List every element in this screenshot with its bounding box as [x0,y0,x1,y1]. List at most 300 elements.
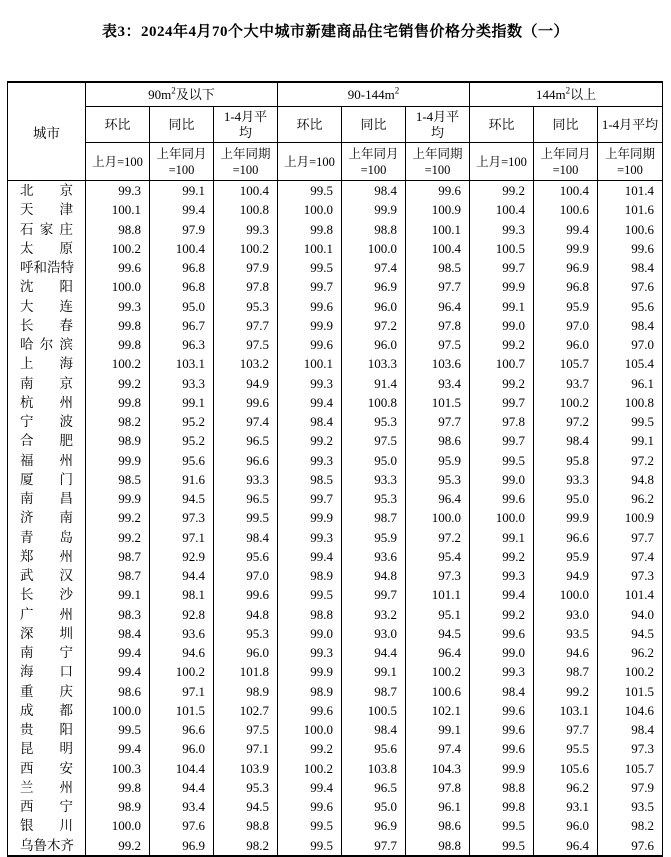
value-cell: 96.2 [598,489,663,508]
value-cell: 96.0 [534,335,598,354]
page-title: 表3：2024年4月70个大中城市新建商品住宅销售价格分类指数（一） [101,24,569,40]
value-cell: 99.6 [214,585,278,604]
value-cell: 96.8 [534,277,598,296]
value-cell: 97.8 [406,316,470,335]
base-header: 上年同月 =100 [150,143,214,181]
value-cell: 95.4 [406,547,470,566]
value-cell: 96.0 [150,739,214,758]
value-cell: 97.4 [214,412,278,431]
value-cell: 99.6 [598,239,663,258]
value-cell: 97.6 [150,816,214,835]
value-cell: 99.9 [86,451,150,470]
value-cell: 96.4 [406,297,470,316]
value-cell: 101.4 [598,585,663,604]
value-cell: 97.7 [342,836,406,856]
value-cell: 99.1 [342,662,406,681]
value-cell: 96.3 [150,335,214,354]
value-cell: 99.2 [86,528,150,547]
value-cell: 96.9 [534,258,598,277]
value-cell: 102.7 [214,701,278,720]
table-row [8,720,663,739]
table-row [8,354,663,373]
col-header-mom: 环比 [470,107,534,143]
value-cell: 97.7 [406,412,470,431]
value-cell: 95.6 [150,451,214,470]
value-cell: 96.2 [598,643,663,662]
value-cell: 99.5 [278,585,342,604]
value-cell: 97.2 [534,412,598,431]
table-row [8,739,663,758]
col-header-yoy: 同比 [534,107,598,143]
col-header-yoy: 同比 [342,107,406,143]
value-cell: 96.6 [214,451,278,470]
value-cell: 99.6 [278,797,342,816]
value-cell: 99.1 [86,585,150,604]
value-cell: 100.0 [470,508,534,527]
value-cell: 94.4 [150,566,214,585]
value-cell: 104.6 [598,701,663,720]
city-name: 石家庄 [8,220,86,239]
base-header: 上年同期 =100 [214,143,278,181]
value-cell: 98.5 [278,470,342,489]
value-cell: 99.0 [470,470,534,489]
value-cell: 97.5 [406,335,470,354]
city-name: 南宁 [8,643,86,662]
table-row [8,393,663,412]
sub-header-row [8,107,663,143]
value-cell: 100.2 [534,393,598,412]
value-cell: 99.0 [470,316,534,335]
value-cell: 98.9 [278,566,342,585]
base-header: 上年同期 =100 [598,143,663,181]
value-cell: 99.7 [342,585,406,604]
value-cell: 100.2 [598,662,663,681]
value-cell: 101.5 [150,701,214,720]
group-label-text: 90m [148,86,172,102]
value-cell: 98.9 [214,682,278,701]
city-name: 上海 [8,354,86,373]
value-cell: 99.2 [278,739,342,758]
table-row [8,451,663,470]
city-name: 郑州 [8,547,86,566]
value-cell: 98.4 [342,720,406,739]
table-row [8,374,663,393]
table-row [8,412,663,431]
value-cell: 103.8 [342,759,406,778]
value-cell: 97.7 [214,316,278,335]
value-cell: 94.8 [214,605,278,624]
city-name: 沈阳 [8,277,86,296]
value-cell: 98.5 [86,470,150,489]
city-name: 昆明 [8,739,86,758]
value-cell: 100.0 [534,585,598,604]
value-cell: 95.9 [342,528,406,547]
value-cell: 99.2 [278,431,342,450]
value-cell: 102.1 [406,701,470,720]
value-cell: 99.5 [278,258,342,277]
value-cell: 99.4 [278,393,342,412]
value-cell: 95.0 [150,297,214,316]
value-cell: 105.7 [534,354,598,373]
city-name: 兰州 [8,778,86,797]
table-row [8,643,663,662]
city-name: 济南 [8,508,86,527]
value-cell: 99.6 [470,489,534,508]
value-cell: 100.5 [470,239,534,258]
city-column-header: 城市 [8,82,86,181]
city-name: 青岛 [8,528,86,547]
value-cell: 100.0 [86,816,150,835]
value-cell: 98.3 [86,605,150,624]
table-row [8,836,663,856]
value-cell: 105.6 [534,759,598,778]
table-row [8,200,663,219]
value-cell: 103.3 [342,354,406,373]
value-cell: 94.5 [406,624,470,643]
value-cell: 99.1 [150,181,214,201]
value-cell: 98.4 [342,181,406,201]
value-cell: 96.9 [342,277,406,296]
value-cell: 99.7 [470,393,534,412]
table-row [8,585,663,604]
base-header-row [8,143,663,181]
value-cell: 104.3 [406,759,470,778]
value-cell: 96.8 [150,258,214,277]
value-cell: 96.5 [214,489,278,508]
value-cell: 91.6 [150,470,214,489]
city-name: 重庆 [8,682,86,701]
value-cell: 99.7 [278,277,342,296]
value-cell: 99.2 [470,181,534,201]
value-cell: 99.5 [598,412,663,431]
value-cell: 97.7 [534,720,598,739]
value-cell: 99.6 [470,739,534,758]
value-cell: 94.5 [598,624,663,643]
value-cell: 100.0 [86,277,150,296]
value-cell: 98.8 [342,220,406,239]
value-cell: 93.3 [534,470,598,489]
value-cell: 98.8 [86,220,150,239]
base-header: 上年同期 =100 [406,143,470,181]
value-cell: 99.9 [278,508,342,527]
value-cell: 95.0 [342,451,406,470]
value-cell: 98.7 [342,508,406,527]
value-cell: 98.8 [214,816,278,835]
value-cell: 99.4 [278,778,342,797]
table-row [8,797,663,816]
table-row [8,624,663,643]
value-cell: 99.5 [470,816,534,835]
value-cell: 99.9 [278,316,342,335]
value-cell: 96.7 [150,316,214,335]
value-cell: 99.5 [278,181,342,201]
value-cell: 100.1 [86,200,150,219]
value-cell: 92.8 [150,605,214,624]
value-cell: 99.5 [278,836,342,856]
value-cell: 94.6 [534,643,598,662]
value-cell: 96.4 [406,643,470,662]
value-cell: 103.2 [214,354,278,373]
value-cell: 95.1 [406,605,470,624]
city-name: 太原 [8,239,86,258]
value-cell: 98.8 [470,778,534,797]
value-cell: 99.0 [278,624,342,643]
superscript: 2 [171,85,176,96]
value-cell: 101.6 [598,200,663,219]
value-cell: 99.6 [278,701,342,720]
table-row [8,181,663,201]
value-cell: 91.4 [342,374,406,393]
value-cell: 99.7 [470,431,534,450]
group-label-text: 144m [535,86,566,102]
base-header: 上月=100 [86,143,150,181]
city-name: 大连 [8,297,86,316]
city-name: 西宁 [8,797,86,816]
value-cell: 100.4 [406,239,470,258]
value-cell: 93.3 [214,470,278,489]
value-cell: 99.9 [534,239,598,258]
value-cell: 99.3 [278,643,342,662]
value-cell: 98.4 [534,431,598,450]
city-name: 贵阳 [8,720,86,739]
table-row [8,816,663,835]
value-cell: 100.4 [150,239,214,258]
value-cell: 101.4 [598,181,663,201]
value-cell: 100.0 [278,720,342,739]
value-cell: 99.4 [534,220,598,239]
table-row [8,470,663,489]
value-cell: 97.1 [214,739,278,758]
table-row [8,297,663,316]
value-cell: 99.7 [278,489,342,508]
value-cell: 95.6 [214,547,278,566]
table-row [8,489,663,508]
value-cell: 99.3 [86,297,150,316]
value-cell: 98.2 [86,412,150,431]
city-name: 合肥 [8,431,86,450]
value-cell: 99.4 [86,739,150,758]
group-label-tail: 以上 [570,86,597,102]
value-cell: 94.9 [534,566,598,585]
value-cell: 99.9 [278,662,342,681]
value-cell: 100.6 [598,220,663,239]
value-cell: 99.3 [470,662,534,681]
value-cell: 100.1 [278,239,342,258]
value-cell: 95.5 [534,739,598,758]
value-cell: 94.6 [150,643,214,662]
value-cell: 96.1 [598,374,663,393]
table-row [8,431,663,450]
value-cell: 100.2 [278,759,342,778]
value-cell: 98.9 [86,797,150,816]
value-cell: 99.7 [470,258,534,277]
value-cell: 96.0 [534,816,598,835]
value-cell: 97.5 [214,720,278,739]
table-row [8,662,663,681]
value-cell: 100.8 [598,393,663,412]
value-cell: 99.2 [534,682,598,701]
value-cell: 95.0 [534,489,598,508]
table-body [8,181,663,856]
city-name: 广州 [8,605,86,624]
value-cell: 93.6 [342,547,406,566]
value-cell: 99.6 [406,181,470,201]
value-cell: 100.9 [406,200,470,219]
value-cell: 96.6 [150,720,214,739]
value-cell: 95.6 [342,739,406,758]
value-cell: 99.6 [214,393,278,412]
value-cell: 100.4 [214,181,278,201]
value-cell: 103.9 [214,759,278,778]
value-cell: 104.4 [150,759,214,778]
price-index-table [7,81,663,857]
value-cell: 94.4 [150,778,214,797]
col-header-mom: 环比 [278,107,342,143]
value-cell: 101.5 [598,682,663,701]
value-cell: 97.8 [470,412,534,431]
col-header-yoy: 同比 [150,107,214,143]
value-cell: 95.6 [598,297,663,316]
value-cell: 99.6 [278,335,342,354]
value-cell: 100.2 [86,239,150,258]
city-name: 乌鲁木齐 [8,836,86,856]
group-label-tail: 及以下 [175,86,215,102]
value-cell: 101.8 [214,662,278,681]
base-header: 上年同月 =100 [342,143,406,181]
base-header: 上年同月 =100 [534,143,598,181]
value-cell: 98.8 [406,836,470,856]
col-header-mom: 环比 [86,107,150,143]
value-cell: 99.6 [470,701,534,720]
value-cell: 100.4 [534,181,598,201]
value-cell: 95.9 [534,297,598,316]
table-row [8,528,663,547]
value-cell: 105.4 [598,354,663,373]
value-cell: 99.9 [86,489,150,508]
value-cell: 97.1 [150,528,214,547]
value-cell: 99.3 [86,181,150,201]
value-cell: 95.3 [342,412,406,431]
value-cell: 96.2 [534,778,598,797]
city-name: 南昌 [8,489,86,508]
value-cell: 99.6 [470,624,534,643]
value-cell: 99.5 [86,720,150,739]
value-cell: 96.0 [214,643,278,662]
value-cell: 98.6 [406,816,470,835]
value-cell: 97.3 [598,566,663,585]
value-cell: 97.3 [150,508,214,527]
value-cell: 93.7 [534,374,598,393]
value-cell: 97.4 [598,547,663,566]
value-cell: 100.1 [278,354,342,373]
city-name: 武汉 [8,566,86,585]
value-cell: 96.9 [342,816,406,835]
table-row [8,258,663,277]
city-name: 福州 [8,451,86,470]
value-cell: 93.5 [598,797,663,816]
value-cell: 99.2 [86,374,150,393]
value-cell: 97.2 [598,451,663,470]
value-cell: 93.3 [150,374,214,393]
value-cell: 95.3 [214,624,278,643]
value-cell: 92.9 [150,547,214,566]
table-row [8,566,663,585]
table-row [8,778,663,797]
table-header [8,82,663,181]
value-cell: 97.4 [406,739,470,758]
value-cell: 97.8 [214,277,278,296]
value-cell: 97.7 [406,277,470,296]
value-cell: 95.8 [534,451,598,470]
city-name: 呼和浩特 [8,258,86,277]
value-cell: 98.4 [86,624,150,643]
value-cell: 98.4 [214,528,278,547]
value-cell: 103.6 [406,354,470,373]
table-row [8,508,663,527]
value-cell: 99.1 [150,393,214,412]
group-header-row [8,82,663,107]
value-cell: 100.0 [406,508,470,527]
value-cell: 98.9 [278,682,342,701]
value-cell: 99.6 [278,297,342,316]
table-row [8,759,663,778]
value-cell: 97.3 [406,566,470,585]
value-cell: 94.5 [214,797,278,816]
value-cell: 99.1 [470,297,534,316]
value-cell: 100.0 [342,239,406,258]
table-row [8,547,663,566]
value-cell: 93.6 [150,624,214,643]
value-cell: 100.8 [342,393,406,412]
table-row [8,277,663,296]
value-cell: 97.9 [598,778,663,797]
value-cell: 93.0 [342,624,406,643]
city-name: 厦门 [8,470,86,489]
value-cell: 97.8 [406,778,470,797]
table-row [8,335,663,354]
city-name: 长沙 [8,585,86,604]
value-cell: 99.2 [86,508,150,527]
table-row [8,605,663,624]
value-cell: 95.3 [214,778,278,797]
value-cell: 96.5 [342,778,406,797]
value-cell: 96.5 [214,431,278,450]
value-cell: 96.0 [342,335,406,354]
value-cell: 100.2 [86,354,150,373]
value-cell: 94.9 [214,374,278,393]
city-name: 天津 [8,200,86,219]
value-cell: 96.6 [534,528,598,547]
value-cell: 97.6 [598,836,663,856]
value-cell: 100.1 [406,220,470,239]
value-cell: 98.9 [86,431,150,450]
value-cell: 99.2 [470,547,534,566]
value-cell: 98.1 [150,585,214,604]
value-cell: 95.9 [534,547,598,566]
value-cell: 98.2 [598,816,663,835]
value-cell: 97.0 [598,335,663,354]
value-cell: 97.3 [598,739,663,758]
value-cell: 95.3 [342,489,406,508]
value-cell: 100.0 [278,200,342,219]
superscript: 2 [394,85,400,96]
value-cell: 98.4 [470,682,534,701]
value-cell: 94.8 [598,470,663,489]
value-cell: 95.9 [406,451,470,470]
value-cell: 99.9 [534,508,598,527]
value-cell: 98.4 [598,316,663,335]
value-cell: 99.8 [86,393,150,412]
